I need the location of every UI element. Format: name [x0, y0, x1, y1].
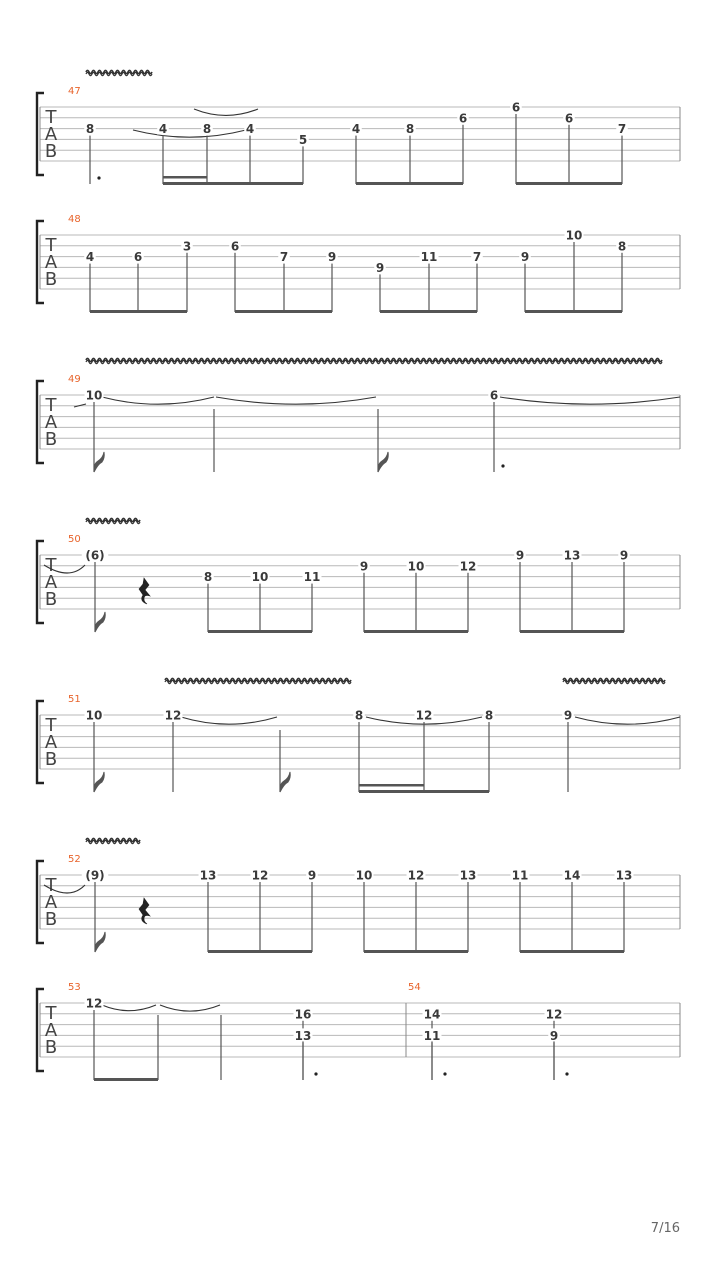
tie-slur [133, 130, 246, 137]
fret-number: 4 [85, 250, 95, 265]
fret-number: 9 [563, 708, 573, 723]
tab-clef-letter: T [45, 235, 57, 256]
augmentation-dot [565, 1072, 568, 1075]
fret-number: 4 [158, 122, 168, 137]
tab-clef-letter: T [45, 555, 57, 576]
tab-clef-letter: A [44, 252, 58, 273]
fret-number: 8 [203, 570, 213, 585]
tab-clef-letter: T [45, 107, 57, 128]
fret-number: 4 [245, 122, 255, 137]
fret-number: 7 [279, 250, 289, 265]
fret-number: 9 [515, 548, 525, 563]
note-beam-secondary [359, 784, 424, 787]
note-flag [378, 452, 388, 472]
fret-number: 8 [354, 708, 364, 723]
fret-number: 9 [549, 1028, 559, 1043]
measure-number: 48 [68, 214, 81, 225]
note-beam [94, 1078, 158, 1081]
fret-number: 13 [459, 868, 477, 883]
fret-number: 13 [615, 868, 633, 883]
fret-number: 8 [617, 239, 627, 254]
fret-number: (9) [85, 868, 105, 883]
note-beam [516, 182, 622, 185]
note-beam [235, 310, 332, 313]
note-beam [520, 950, 624, 953]
note-beam [520, 630, 624, 633]
tab-clef-letter: A [44, 412, 58, 433]
tie-slur [194, 109, 258, 115]
fret-number: 11 [423, 1028, 441, 1043]
fret-number: 13 [294, 1028, 312, 1043]
tab-clef-letter: A [44, 572, 58, 593]
measure-number: 54 [408, 982, 421, 993]
tab-clef-letter: B [44, 269, 58, 290]
augmentation-dot [501, 464, 504, 467]
fret-number: 12 [251, 868, 269, 883]
fret-number: 6 [458, 111, 468, 126]
note-flag [94, 452, 104, 472]
fret-number: 12 [545, 1007, 563, 1022]
fret-number: 9 [307, 868, 317, 883]
fret-number: 12 [407, 868, 425, 883]
tab-clef-letter: B [44, 1037, 58, 1058]
fret-number: 7 [617, 122, 627, 137]
tab-clef-letter: B [44, 749, 58, 770]
tab-system [37, 541, 680, 623]
tab-system [37, 381, 680, 463]
note-beam [208, 950, 312, 953]
fret-number: 10 [85, 388, 103, 403]
fret-number: 9 [619, 548, 629, 563]
tab-clef-letter: A [44, 124, 58, 145]
fret-number: 9 [520, 250, 530, 265]
tab-clef-letter: B [44, 429, 58, 450]
fret-number: 13 [199, 868, 217, 883]
fret-number: 8 [85, 122, 95, 137]
note-beam [364, 950, 468, 953]
measure-number: 50 [68, 534, 81, 545]
tab-clef-letter: T [45, 715, 57, 736]
fret-number: 9 [327, 250, 337, 265]
vibrato-marking [165, 678, 351, 683]
fret-number: 10 [355, 868, 373, 883]
measure-number: 47 [68, 86, 81, 97]
fret-number: 11 [511, 868, 529, 883]
fret-number: 5 [298, 132, 308, 147]
note-beam [356, 182, 463, 185]
measure-number: 49 [68, 374, 81, 385]
fret-number: 9 [359, 559, 369, 574]
tab-clef-letter: A [44, 1020, 58, 1041]
fret-number: 8 [202, 122, 212, 137]
note-flag [95, 612, 105, 632]
fret-number: 6 [564, 111, 574, 126]
fret-number: 4 [351, 122, 361, 137]
fret-number: 10 [565, 228, 583, 243]
fret-number: 3 [182, 239, 192, 254]
note-flag [94, 772, 104, 792]
note-beam [380, 310, 477, 313]
fret-number: 6 [489, 388, 499, 403]
augmentation-dot [97, 176, 100, 179]
tab-clef-letter: B [44, 589, 58, 610]
fret-number: 12 [85, 996, 103, 1011]
fret-number: 10 [251, 570, 269, 585]
measure-number: 53 [68, 982, 81, 993]
fret-number: 6 [133, 250, 143, 265]
tab-clef-letter: A [44, 732, 58, 753]
tie-slur [181, 717, 277, 724]
augmentation-dot [314, 1072, 317, 1075]
tie-slur [102, 397, 214, 404]
fret-number: 8 [405, 122, 415, 137]
fret-number: 7 [472, 250, 482, 265]
tie-slur [500, 397, 680, 404]
fret-number: 12 [415, 708, 433, 723]
note-beam [90, 310, 187, 313]
note-beam [525, 310, 622, 313]
fret-number: 10 [85, 708, 103, 723]
fret-number: 13 [563, 548, 581, 563]
fret-number: 6 [230, 239, 240, 254]
note-flag [280, 772, 290, 792]
vibrato-marking [86, 518, 140, 523]
vibrato-marking [86, 70, 152, 75]
fret-number: 12 [164, 708, 182, 723]
fret-number: 9 [375, 260, 385, 275]
note-beam-secondary [163, 176, 207, 179]
tab-clef-letter: T [45, 395, 57, 416]
fret-number: 8 [484, 708, 494, 723]
measure-number: 52 [68, 854, 81, 865]
tie-slur [160, 1005, 220, 1011]
note-beam [208, 630, 312, 633]
note-beam [163, 182, 303, 185]
fret-number: 14 [423, 1007, 441, 1022]
fret-number: 10 [407, 559, 425, 574]
tab-clef-letter: B [44, 909, 58, 930]
vibrato-marking [86, 358, 662, 363]
quarter-rest [139, 578, 150, 604]
note-beam [364, 630, 468, 633]
fret-number: 11 [303, 570, 321, 585]
tab-clef-letter: T [45, 875, 57, 896]
measure-number: 51 [68, 694, 81, 705]
note-flag [95, 932, 105, 952]
fret-number: 6 [511, 100, 521, 115]
fret-number: (6) [85, 548, 105, 563]
page-number: 7/16 [650, 1221, 680, 1236]
tab-system [37, 989, 680, 1071]
tab-clef-letter: B [44, 141, 58, 162]
fret-number: 12 [459, 559, 477, 574]
note-beam [359, 790, 489, 793]
quarter-rest [139, 898, 150, 924]
fret-number: 11 [420, 250, 438, 265]
vibrato-marking [563, 678, 665, 683]
tie-slur [216, 397, 376, 404]
fret-number: 14 [563, 868, 581, 883]
augmentation-dot [443, 1072, 446, 1075]
tab-clef-letter: A [44, 892, 58, 913]
tie-slur [575, 717, 680, 724]
tab-clef-letter: T [45, 1003, 57, 1024]
vibrato-marking [86, 838, 140, 843]
fret-number: 16 [294, 1007, 312, 1022]
tie-slur [102, 1005, 156, 1011]
